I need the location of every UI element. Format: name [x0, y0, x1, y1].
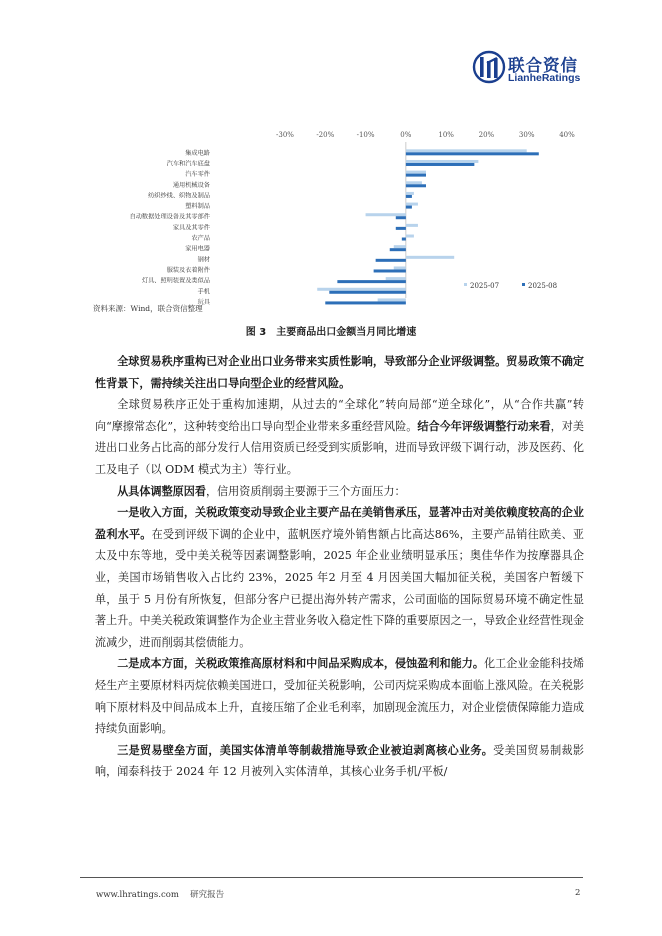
paragraph-emphasis: 从具体调整原因看 [117, 484, 206, 498]
paragraph [95, 394, 584, 480]
paragraph-emphasis: 结合今年评级调整行动来看 [417, 419, 551, 433]
paragraph-emphasis: 全球贸易秩序重构已对企业出口业务带来实质性影响，导致部分企业评级调整。贸易政策不确定性背景下，需持续关注出口导向型企业的经营风险。 [95, 355, 584, 390]
chart-source: 资料来源：Wind，联合资信整理 [93, 304, 203, 313]
bar-2025-07 [406, 160, 479, 163]
bar-2025-08 [396, 227, 406, 230]
category-label: 玩具 [197, 298, 210, 306]
footer-divider [80, 877, 583, 878]
x-tick-label: -20% [316, 131, 335, 139]
paragraph-text: 受美国贸易制裁影响，闻泰科技于 2024 年 12 月被列入实体清单，其核心业务手机/平板/ [95, 743, 584, 779]
category-label: 自动数据处理设备及其零部件 [129, 213, 210, 221]
category-label: 汽车和汽车底盘 [166, 160, 210, 168]
paragraph-emphasis: 二是成本方面，关税政策推高原材料和中间品采购成本，侵蚀盈利和能力。 [117, 657, 484, 671]
bar-2025-08 [329, 291, 406, 294]
body-text [95, 351, 584, 783]
category-label: 纺织纱线、织物及制品 [148, 192, 210, 200]
legend-label: 2025-07 [470, 282, 500, 290]
export-growth-chart [80, 122, 580, 306]
legend-swatch [522, 283, 525, 286]
bar-2025-07 [406, 235, 414, 238]
x-tick-label: 20% [478, 131, 495, 139]
paragraph-text: 全球贸易秩序正处于重构加速期，从过去的“全球化”转向局部“逆全球化”，从“合作共赢”转向“摩擦常态化”，这种转变给出口导向型企业带来多重经营风险。 [95, 398, 584, 433]
category-label: 集成电路 [185, 149, 210, 157]
paragraph [95, 740, 584, 783]
bar-2025-07 [366, 213, 406, 216]
bar-2025-08 [402, 238, 406, 241]
bar-2025-07 [406, 171, 426, 174]
bar-2025-07 [394, 266, 406, 269]
bar-2025-07 [394, 245, 406, 248]
bar-2025-08 [406, 163, 474, 166]
bar-2025-08 [406, 206, 412, 209]
bar-2025-07 [406, 224, 418, 227]
bar-2025-07 [378, 298, 406, 301]
category-label: 农产品 [191, 235, 210, 243]
x-tick-label: 40% [559, 131, 575, 139]
category-label: 服装及衣着附件 [166, 266, 210, 274]
logo-chinese-name: 联合资信 [508, 56, 578, 75]
logo-english-name: LianheRatings [508, 72, 581, 84]
paragraph [95, 351, 584, 394]
bar-2025-08 [325, 301, 406, 304]
paragraph-emphasis: 一是收入方面，关税政策变动导致企业主要产品在美销售承压，显著冲击对美依赖度较高的企业盈利水平。 [95, 506, 584, 541]
bar-2025-08 [390, 248, 406, 251]
bar-2025-08 [406, 195, 412, 198]
bar-2025-07 [406, 192, 414, 195]
paragraph-text: ，对美进出口业务占比高的部分发行人信用资质已经受到实质影响，进而导致评级下调行动，涉及医药、化工及电子（以 ODM 模式为主）等行业。 [95, 419, 584, 476]
paragraph [95, 502, 584, 653]
bar-2025-08 [396, 216, 406, 219]
legend-swatch [464, 283, 467, 286]
bar-2025-08 [406, 184, 426, 187]
paragraph-emphasis: 三是贸易壁垒方面，美国实体清单等制裁措施导致企业被迫剥离核心业务。 [117, 743, 494, 757]
lianhe-logo [472, 50, 597, 88]
bar-2025-07 [386, 277, 406, 280]
category-label: 塑料制品 [185, 203, 210, 211]
x-tick-label: -30% [276, 131, 294, 139]
category-label: 钢材 [197, 256, 210, 264]
category-label: 家用电器 [185, 245, 210, 253]
paragraph-text: 化工企业金能科技烯烃生产主要原材料丙烷依赖美国进口，受加征关税影响，公司丙烷采购成本面临上涨风险。在关税影响下原材料及中间品成本上升，直接压缩了企业毛利率，加剧现金流压力，对企业偿债保障能力造成持续负面影响。 [95, 657, 584, 736]
bar-2025-07 [406, 149, 527, 152]
figure-caption: 图 3 主要商品出口金额当月同比增速 [245, 327, 417, 338]
category-label: 汽车零件 [185, 171, 210, 179]
bar-2025-07 [406, 256, 454, 259]
bar-2025-08 [374, 269, 406, 272]
page-number: 2 [575, 888, 581, 898]
bar-2025-08 [406, 174, 426, 177]
category-label: 通用机械设备 [172, 181, 210, 189]
x-tick-label: -10% [356, 131, 375, 139]
bar-2025-07 [406, 203, 418, 206]
bar-2025-08 [337, 280, 405, 283]
bar-2025-08 [406, 152, 539, 155]
bar-2025-08 [376, 259, 406, 262]
lianhe-logo-icon [472, 50, 506, 84]
x-tick-label: 0% [400, 131, 412, 139]
paragraph [95, 481, 584, 503]
footer-site: www.lhratings.com 研究报告 [96, 890, 225, 900]
category-label: 手机 [197, 288, 210, 296]
category-label: 灯具、照明装置及类似品 [141, 277, 210, 285]
x-tick-label: 10% [438, 131, 454, 139]
paragraph-text: ，信用资质削弱主要源于三个方面压力： [205, 484, 406, 498]
bar-2025-07 [317, 288, 406, 291]
bar-2025-07 [406, 181, 422, 184]
paragraph [95, 653, 584, 739]
category-label: 家具及其零件 [172, 224, 210, 232]
paragraph-text: 在受到评级下调的企业中，蓝帆医疗境外销售额占比高达86%，主要产品销往欧美、亚太及中东等地，受中美关税等因素调整影响，2025 年企业业绩明显承压；奥佳华作为按摩器具企业，美国市场销售收入占比约 23%，2025 年2 月至 4 月因美国大幅加征关税，美国客户暂缓下单，虽于 5 月份有所恢复，但部分客户已提出海外转产需求，公司面临的国际贸易环境不确定性显著上升。中美关税政策调整作为企业主营业务收入稳定性下降的重要原因之一，导致企业经营性现金流减少，进而削弱其偿债能力。 [95, 527, 584, 649]
legend-label: 2025-08 [528, 282, 558, 290]
x-tick-label: 30% [518, 131, 535, 139]
